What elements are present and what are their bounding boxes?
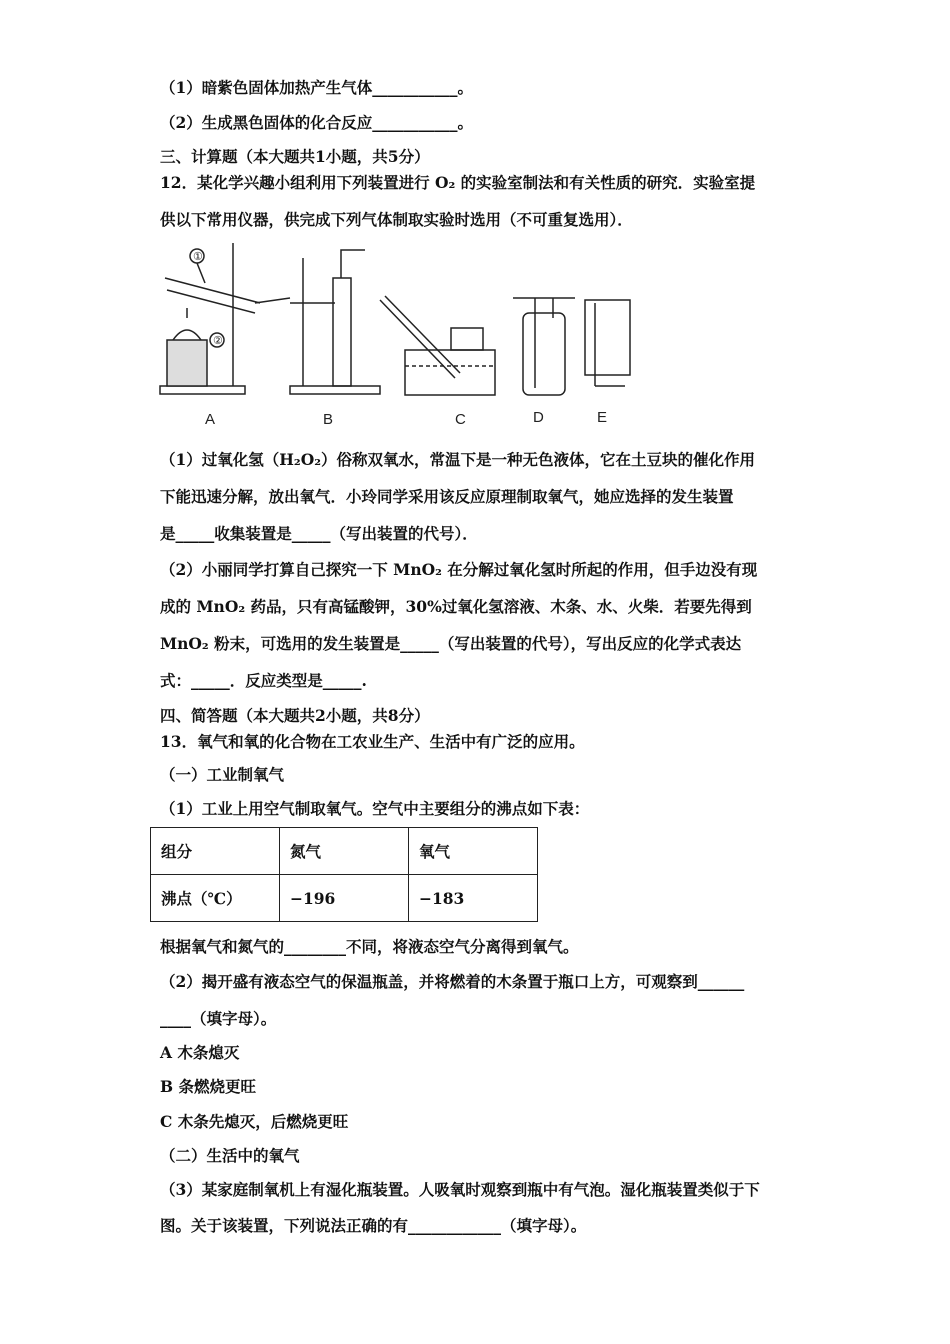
p2-line-2: 成的 MnO₂ 药品，只有高锰酸钾，30%过氧化氢溶液、木条、水、火柴．若要先得到 [160,597,752,616]
q12-line-2: 供以下常用仪器，供完成下列气体制取实验时选用（不可重复选用）． [160,210,633,229]
p2-line-3: MnO₂ 粉末，可选用的发生装置是_____（写出装置的代号），写出反应的化学式表达 [160,634,742,653]
header-cell: 组分 [151,828,280,875]
part-1-title: （一）工业制氧气 [160,765,285,784]
boiling-point-table [150,827,538,922]
p2-line-1: （2）小丽同学打算自己探究一下 MnO₂ 在分解过氧化氢时所起的作用，但手边没有现 [160,560,758,579]
stand-a-base [160,386,245,394]
callout-1: ① [193,250,203,263]
label-c: C [455,411,466,428]
label-d: D [533,409,544,426]
p1-line-3: 是_____收集装置是_____（写出装置的代号）． [160,524,478,543]
table-row [151,875,538,922]
label-b: B [323,411,334,428]
table-cell: −196 [280,875,409,922]
table-cell: −183 [409,875,538,922]
option-b: B 条燃烧更旺 [160,1077,256,1096]
section-3-title: 三、计算题（本大题共1小题，共5分） [160,147,430,166]
q12-line-1: 12．某化学兴趣小组利用下列装置进行 O₂ 的实验室制法和有关性质的研究．实验室提 [160,173,756,192]
s1-line: （1）工业上用空气制取氧气。空气中主要组分的沸点如下表： [160,799,590,818]
s3-line-2: 图。关于该装置，下列说法正确的有____________（填字母）。 [160,1216,587,1235]
table-row [151,828,538,875]
s2-line-2: ____（填字母）。 [160,1009,277,1028]
callout-2: ② [213,334,223,347]
option-c: C 木条先熄灭，后燃烧更旺 [160,1112,349,1131]
line-q11-1: （1）暗紫色固体加热产生气体___________。 [160,78,474,97]
section-4-title: 四、简答题（本大题共2小题，共8分） [160,706,430,725]
after-table-line: 根据氧气和氮气的________不同，将液态空气分离得到氧气。 [160,937,579,956]
header-cell: 氮气 [280,828,409,875]
p1-line-2: 下能迅速分解，放出氧气．小玲同学采用该反应原理制取氧气，她应选择的发生装置 [160,487,734,506]
p1-line-1: （1）过氧化氢（H₂O₂）俗称双氧水，常温下是一种无色液体，它在土豆块的催化作用 [160,450,756,469]
q13-title: 13．氧气和氧的化合物在工农业生产、生活中有广泛的应用。 [160,732,585,751]
p2-line-4: 式：_____．反应类型是_____. [160,671,367,690]
apparatus-figure [155,238,635,433]
s2-line-1: （2）揭开盛有液态空气的保温瓶盖，并将燃着的木条置于瓶口上方，可观察到______ [160,972,745,991]
label-e: E [597,409,608,426]
header-cell: 氧气 [409,828,538,875]
part-2-title: （二）生活中的氧气 [160,1146,300,1165]
table-cell: 沸点（℃） [151,875,280,922]
option-a: A 木条熄灭 [160,1043,240,1062]
line-q11-2: （2）生成黑色固体的化合反应___________。 [160,113,474,132]
s3-line-1: （3）某家庭制氧机上有湿化瓶装置。人吸氧时观察到瓶中有气泡。湿化瓶装置类似于下 [160,1180,760,1199]
label-a: A [205,411,216,428]
